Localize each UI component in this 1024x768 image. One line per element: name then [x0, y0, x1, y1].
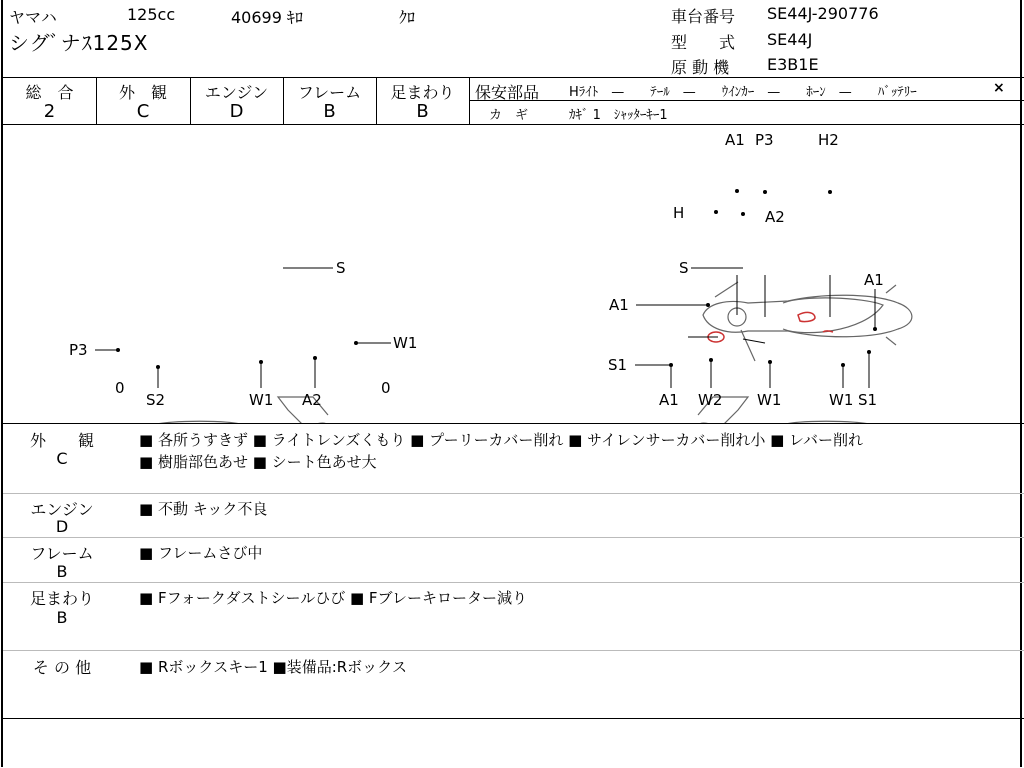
- frame-no: SE44J-290776: [767, 4, 879, 23]
- divider: [3, 718, 1024, 719]
- grade-exterior-label: 外 観: [118, 83, 167, 102]
- section-other-label: そ の 他: [32, 658, 92, 677]
- color: ｸﾛ: [399, 8, 416, 27]
- divider: [3, 582, 1024, 583]
- section-exterior-grade: C: [56, 449, 68, 468]
- section-engine-grade: D: [55, 517, 69, 536]
- label-a1-right-bottom: A1: [659, 391, 679, 409]
- section-exterior-line-2: ■ 樹脂部色あせ ■ シート色あせ大: [139, 453, 377, 471]
- section-frame-line-1: ■ フレームさび中: [139, 544, 263, 562]
- divider: [3, 537, 1024, 538]
- section-frame-label: フレーム: [30, 544, 94, 563]
- section-exterior-label: 外 観: [29, 431, 94, 450]
- frame-no-label: 車台番号: [671, 7, 736, 26]
- label-w1-left: W1: [249, 391, 274, 409]
- section-suspension-label: 足まわり: [29, 589, 94, 608]
- grade-exterior-value: C: [136, 101, 150, 122]
- label-a1-right: A1: [609, 296, 629, 314]
- label-a2-left: A2: [302, 391, 322, 409]
- label-0-left-rear: 0: [115, 379, 125, 397]
- top-view-body: [703, 295, 912, 337]
- section-other-line-1: ■ Rボックスキー1 ■装備品:Rボックス: [139, 658, 408, 676]
- label-h-top: H: [673, 204, 685, 222]
- label-s1-right-rear: S1: [858, 391, 878, 409]
- grade-total-value: 2: [43, 101, 56, 122]
- maker: ヤマハ: [9, 8, 57, 27]
- grade-engine-value: D: [229, 101, 244, 122]
- divider: [3, 650, 1024, 651]
- engine-value: E3B1E: [767, 55, 819, 74]
- damage-diagram: [3, 125, 1024, 423]
- engine-label: 原 動 機: [671, 58, 730, 77]
- displacement: 125cc: [127, 5, 176, 24]
- label-0-left-front: 0: [381, 379, 391, 397]
- key-label: カ ギ: [489, 108, 529, 123]
- label-h2-top: H2: [818, 131, 839, 149]
- divider: [469, 100, 1024, 101]
- section-suspension-grade: B: [56, 608, 68, 627]
- label-w1-right-rear: W1: [829, 391, 854, 409]
- type-value: SE44J: [767, 30, 813, 49]
- mileage: 40699 ｷﾛ: [231, 8, 303, 27]
- divider: [3, 423, 1024, 424]
- label-p3-left: P3: [69, 341, 88, 359]
- model-name: シグﾞナｽ125X: [9, 31, 149, 55]
- section-exterior-line-1: ■ 各所うすきず ■ ライトレンズくもり ■ プーリーカバー削れ ■ サイレンサーカバー削れ小 ■ レバー削れ: [139, 431, 863, 449]
- section-suspension-line-1: ■ Fフォークダストシールひび ■ Fブレーキローター減り: [139, 589, 527, 607]
- label-s-left: S: [336, 259, 346, 277]
- label-s-right: S: [679, 259, 689, 277]
- grade-total-label: 総 合: [25, 83, 74, 102]
- key-value: ｶｷﾞ 1 ｼｬｯﾀｰｷｰ1: [569, 108, 668, 123]
- label-a1-right-rear: A1: [864, 271, 884, 289]
- section-engine-line-1: ■ 不動 キック不良: [139, 500, 268, 518]
- battery-mark: ×: [993, 80, 1005, 96]
- label-p3-top: P3: [755, 131, 774, 149]
- grade-suspension-label: 足まわり: [390, 83, 455, 102]
- grade-frame-value: B: [323, 101, 336, 122]
- label-w2-right: W2: [698, 391, 723, 409]
- type-label: 型 式: [671, 33, 736, 52]
- safety-label: 保安部品: [475, 83, 540, 102]
- label-w1-left-front: W1: [393, 334, 418, 352]
- section-frame-grade: B: [56, 562, 68, 581]
- grade-engine-label: エンジン: [204, 83, 269, 102]
- label-a1-top: A1: [725, 131, 745, 149]
- label-a2-top: A2: [765, 208, 785, 226]
- label-s2-left: S2: [146, 391, 166, 409]
- divider: [3, 493, 1024, 494]
- sheet-frame: [1, 0, 1022, 767]
- label-w1-right: W1: [757, 391, 782, 409]
- divider: [3, 77, 1024, 78]
- label-s1-right: S1: [608, 356, 628, 374]
- section-engine-label: エンジン: [30, 500, 94, 519]
- safety-items: Hﾗｲﾄ — ﾃｰﾙ — ｳｲﾝｶｰ — ﾎｰﾝ — ﾊﾞｯﾃﾘｰ: [569, 85, 917, 100]
- grade-suspension-value: B: [416, 101, 429, 122]
- grade-frame-label: フレーム: [297, 83, 362, 102]
